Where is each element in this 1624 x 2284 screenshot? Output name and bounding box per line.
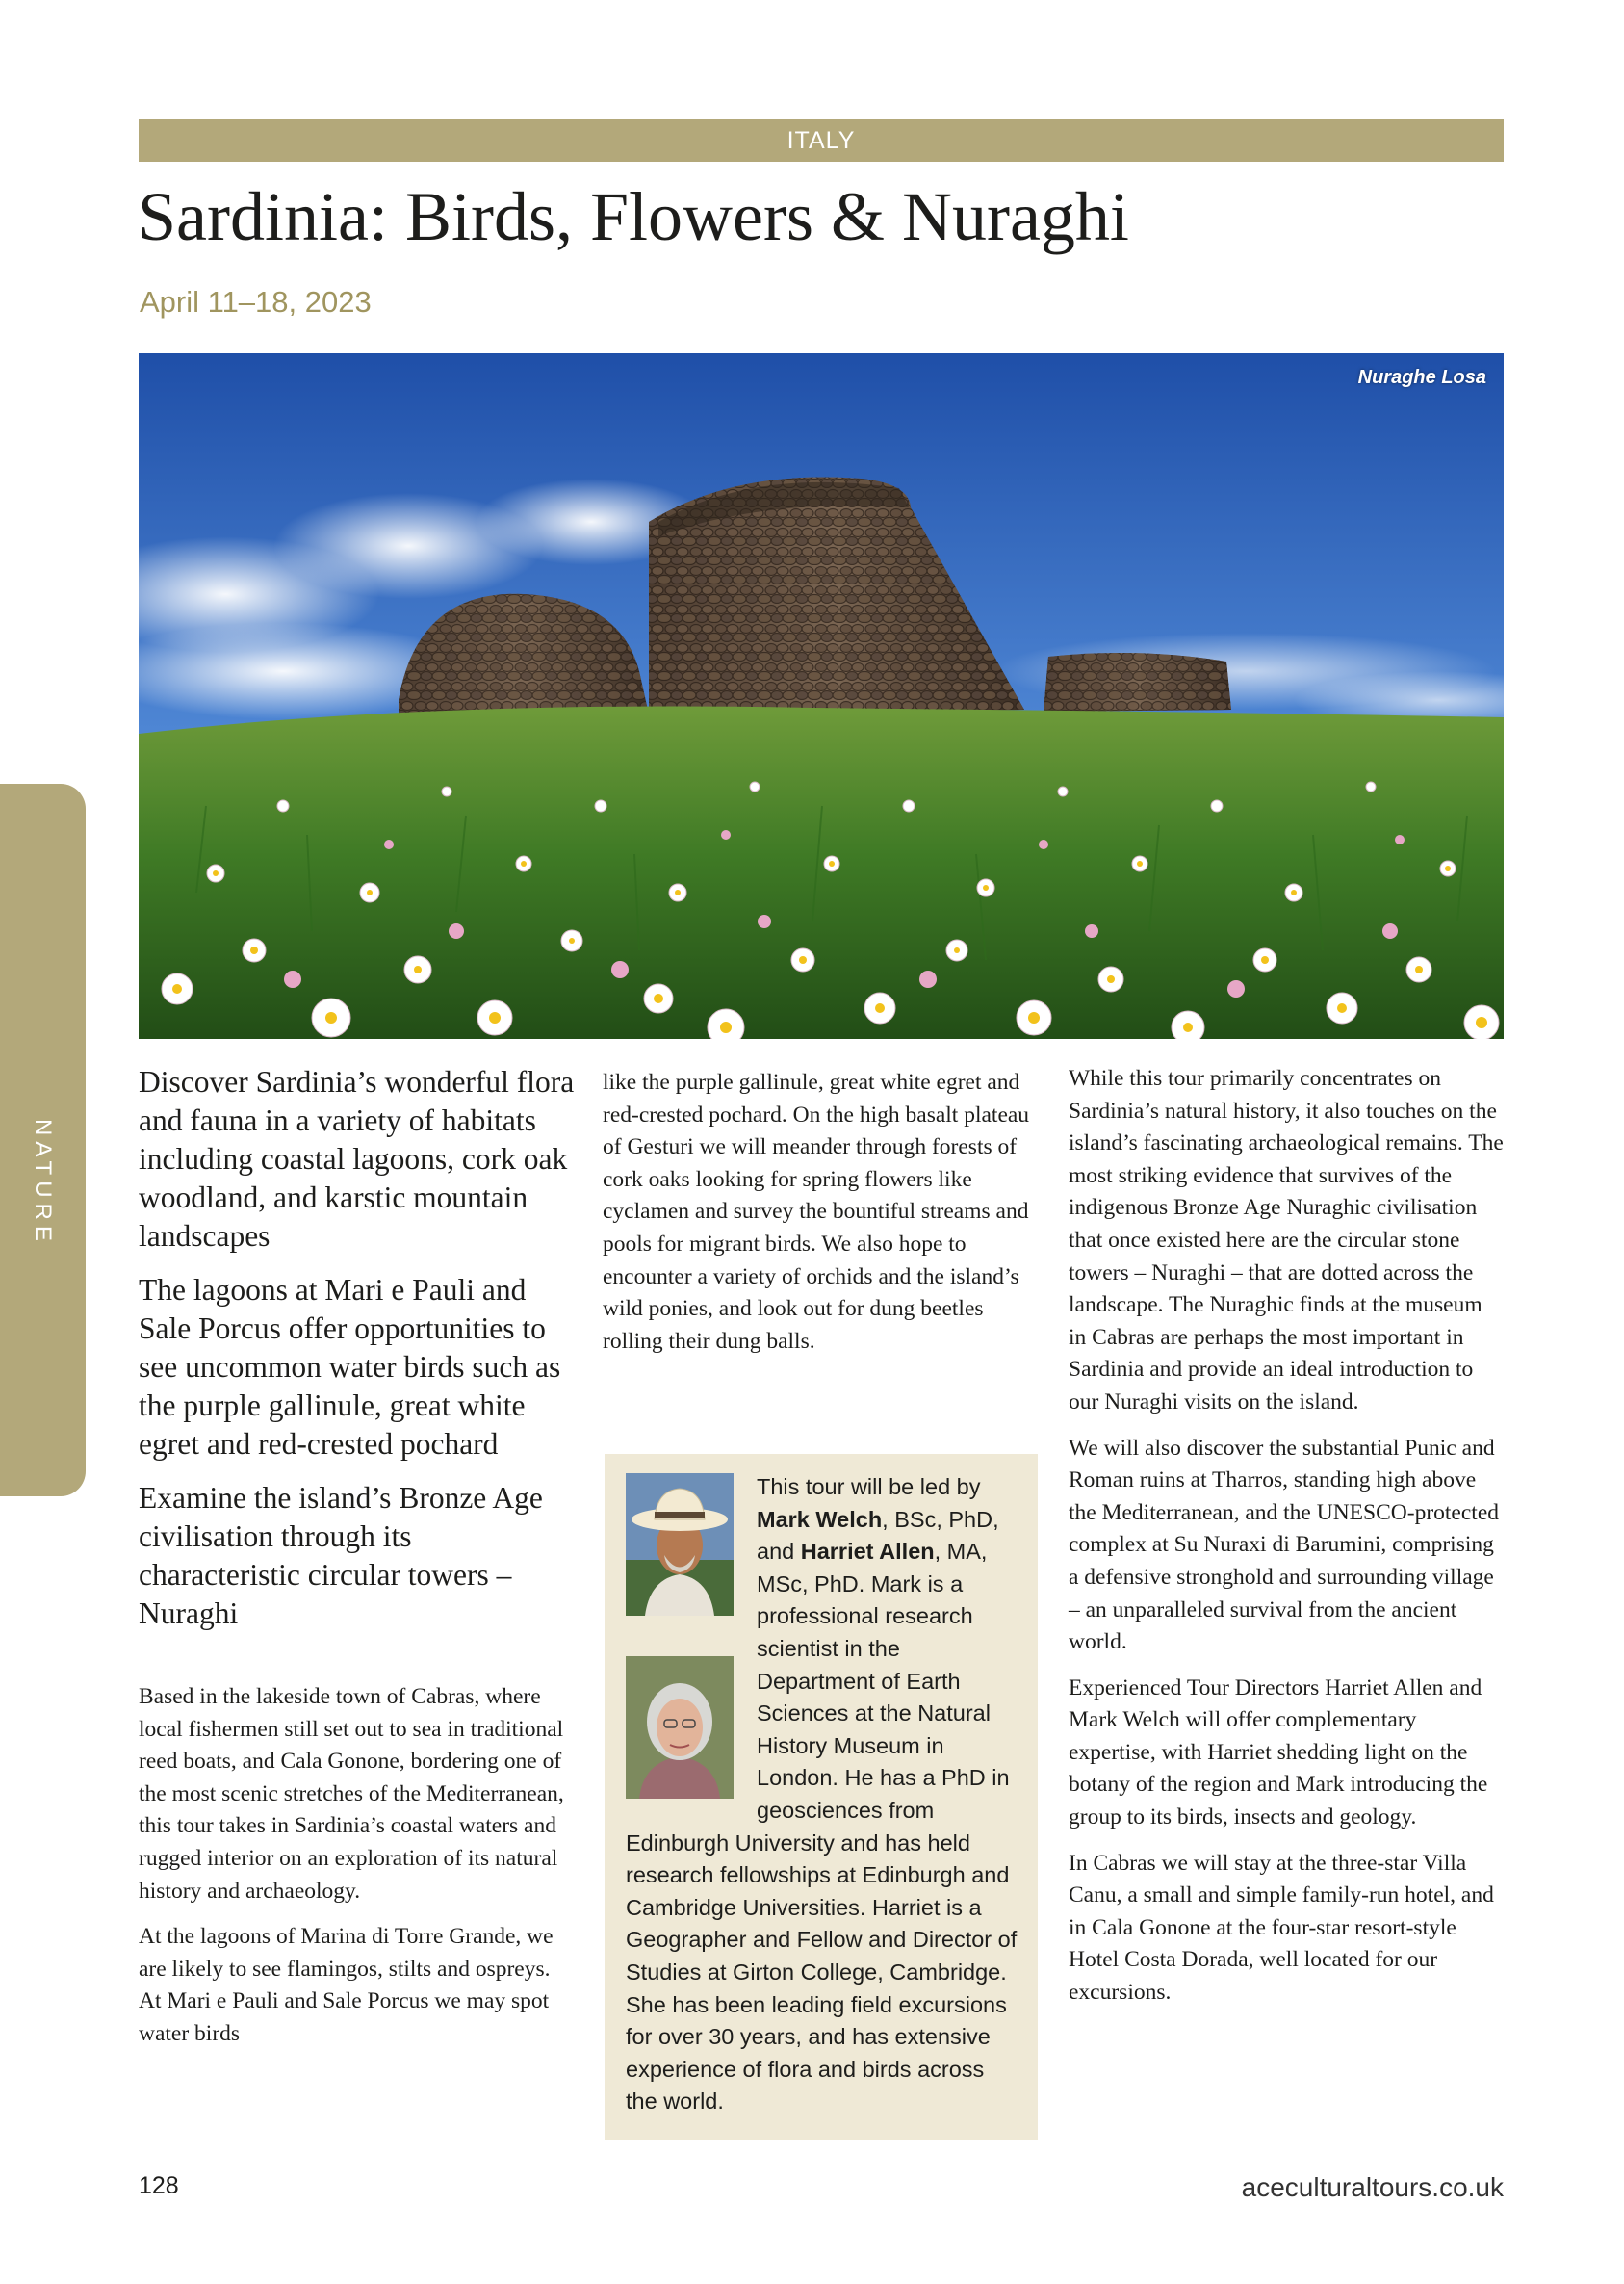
mark-welch-portrait	[626, 1473, 734, 1616]
section-side-tab	[0, 784, 86, 1496]
leaders-text: , MA, MSc, PhD. Mark is a professional research scientist in the Department of Earth Sciences at the Natural History Museum in London. He has a PhD in geosciences from Edinburgh University and has held research fellowships at Edinburgh and Cambridge Universities. Harriet is a Geographer and Fellow and Director of Studies at Girton College, Cambridge. She has been leading field excursions for over 30 years, and has extensive experience of flora and birds across the world.	[626, 1539, 1018, 2115]
body-paragraph: Based in the lakeside town of Cabras, where local fishermen still set out to sea in traditional reed boats, and Cala Gonone, bordering one of the most scenic stretches of the Mediterranean, this tour takes in Sardinia’s coastal waters and rugged interior on an exploration of its natural history and archaeology.	[139, 1684, 564, 1904]
section-label: NATURE	[30, 1119, 56, 1247]
body-paragraph: At the lagoons of Marina di Torre Grande, we are likely to see flamingos, stilts and ospreys. At Mari e Pauli and Sale Porcus we may spot water birds	[139, 1924, 554, 2046]
column-2	[603, 1067, 1036, 1371]
nuraghe-landscape-image	[139, 353, 1504, 1039]
body-paragraph: Experienced Tour Directors Harriet Allen and Mark Welch will offer complementary expertise, with Harriet shedding light on the botany of the region and Mark introducing the group to its birds, insects and geology.	[1069, 1674, 1488, 1830]
column-1	[139, 1063, 577, 2064]
intro-paragraph: The lagoons at Mari e Pauli and Sale Porcus offer opportunities to see uncommon water birds such as the purple gallinule, great white egret and red-crested pochard	[139, 1273, 561, 1461]
intro-paragraph: Discover Sardinia’s wonderful flora and fauna in a variety of habitats including coastal lagoons, cork oak woodland, and karstic mountain landscapes	[139, 1065, 575, 1253]
country-banner: ITALY	[139, 119, 1504, 162]
leader-name-harriet-allen: Harriet Allen	[800, 1539, 935, 1565]
body-paragraph: like the purple gallinule, great white egret and red-crested pochard. On the high basalt plateau of Gesturi we will meander through forests of cork oaks looking for spring flowers like cyclamen and survey the bountiful streams and pools for migrant birds. We also hope to encounter a variety of orchids and the island’s wild ponies, and look out for dung beetles rolling their dung balls.	[603, 1070, 1030, 1354]
page-number: 128	[139, 2172, 179, 2199]
body-paragraph: While this tour primarily concentrates on Sardinia’s natural history, it also touches on the island’s fascinating archaeological remains. The most striking evidence that survives of the indigenous Bronze Age Nuraghic civilisation that once existed here are the circular stone towers – Nuraghi – that are dotted across the landscape. The Nuraghic finds at the museum in Cabras are perhaps the most important in Sardinia and provide an ideal introduction to our Nuraghi visits on the island.	[1069, 1066, 1504, 1415]
website-url[interactable]: aceculturaltours.co.uk	[1241, 2172, 1504, 2202]
column-3	[1069, 1063, 1504, 2023]
page-title: Sardinia: Birds, Flowers & Nuraghi	[138, 178, 1129, 255]
body-paragraph: In Cabras we will stay at the three-star Villa Canu, a small and simple family-run hotel, and in Cala Gonone at the four-star resort-style Hotel Costa Dorada, well located for our excursions.	[1069, 1850, 1494, 2006]
leaders-text: , BSc, PhD, and	[757, 1506, 999, 1565]
leaders-text: This tour will be led by	[757, 1474, 981, 1499]
photo-caption: Nuraghe Losa	[1357, 367, 1486, 388]
tour-dates: April 11–18, 2023	[140, 285, 372, 319]
tour-leaders-box	[605, 1454, 1038, 2140]
harriet-allen-portrait	[626, 1656, 734, 1799]
body-paragraph: We will also discover the substantial Punic and Roman ruins at Tharros, standing high above the Mediterranean, and the UNESCO-protected complex at Su Nuraxi di Barumini, comprising a defensive stronghold and surrounding village – an unparalleled survival from the ancient world.	[1069, 1435, 1499, 1655]
leader-name-mark-welch: Mark Welch	[757, 1506, 883, 1532]
intro-paragraph: Examine the island’s Bronze Age civilisation through its characteristic circular towers – Nuraghi	[139, 1481, 543, 1630]
hero-photo	[139, 353, 1504, 1039]
